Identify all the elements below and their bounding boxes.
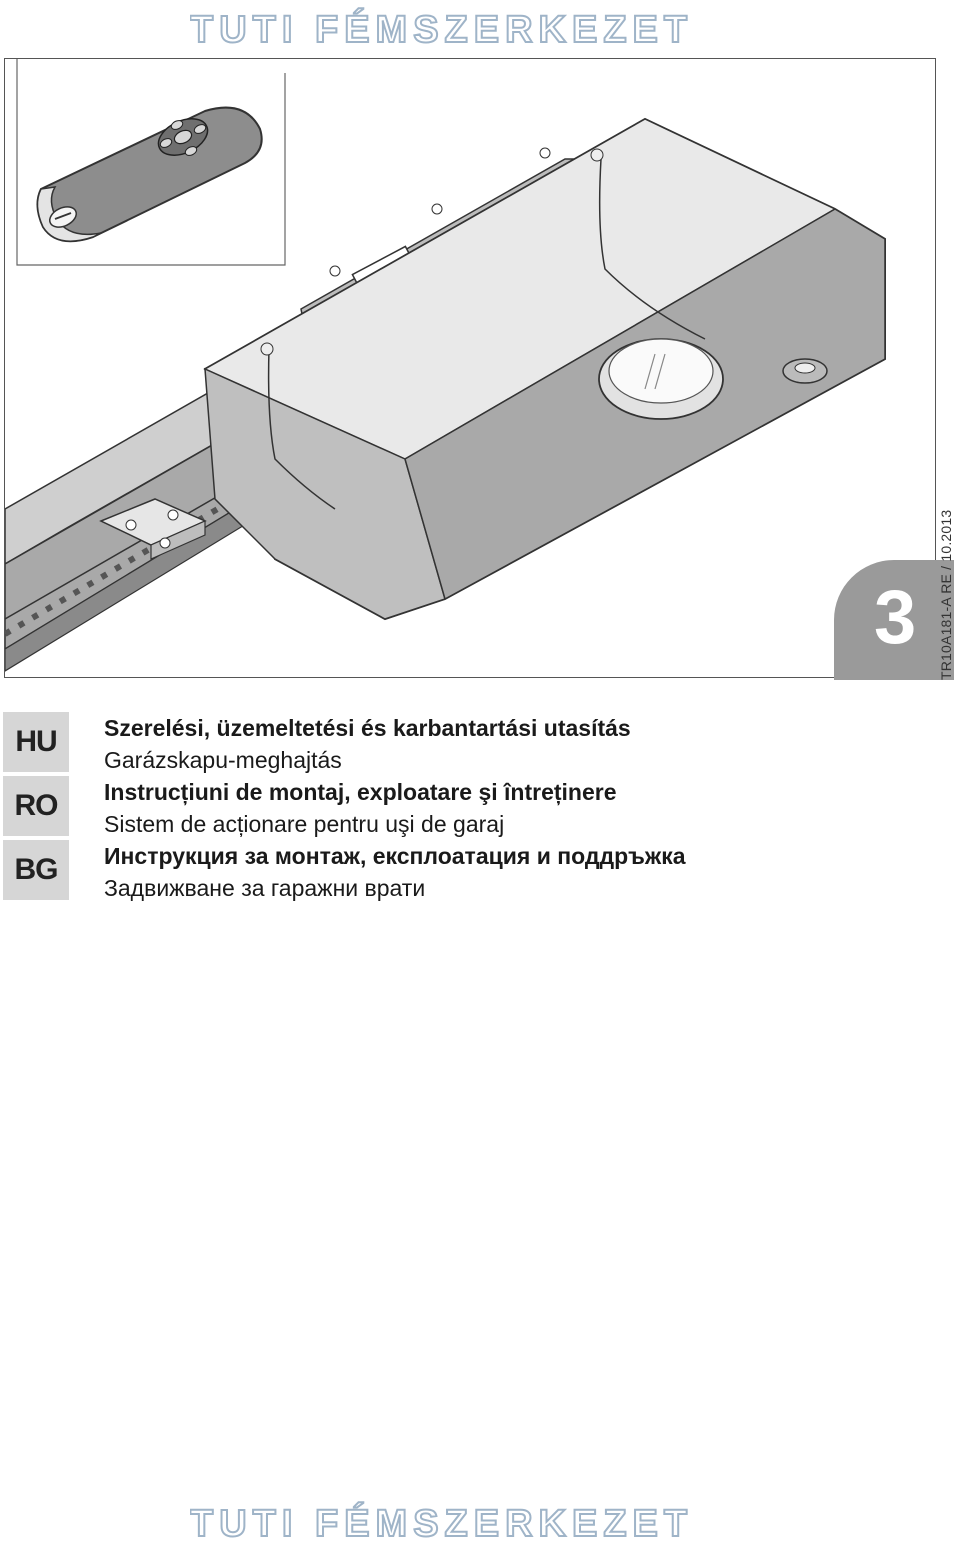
title-bg: Инструкция за монтаж, експлоатация и поддръжка: [104, 843, 686, 869]
document-code: [938, 509, 958, 850]
document-titles: [104, 712, 864, 904]
subtitle-bg: Задвижване за гаражни врати: [104, 875, 426, 901]
remote-control-icon: [37, 108, 261, 242]
subtitle-ro: Sistem de acționare pentru uşi de garaj: [104, 811, 505, 837]
watermark-text: TUTI FÉMSZERKEZET: [190, 9, 694, 50]
product-illustration: [4, 58, 936, 678]
watermark-bottom: [190, 1500, 750, 1544]
motor-housing-icon: [205, 119, 885, 619]
watermark-text: TUTI FÉMSZERKEZET: [190, 1503, 694, 1544]
subtitle-hu: Garázskapu-meghajtás: [104, 747, 342, 773]
watermark-top: [190, 6, 750, 50]
language-tab-bg: BG: [3, 840, 69, 900]
language-tabs: [3, 712, 69, 904]
title-ro: Instrucțiuni de montaj, exploatare şi întreținere: [104, 779, 617, 805]
language-tab-ro: RO: [3, 776, 69, 836]
page-number-badge: [834, 560, 954, 680]
document-code-text: TR10A181-A RE / 10.2013: [938, 509, 954, 680]
page-number: 3: [874, 575, 917, 660]
title-hu: Szerelési, üzemeltetési és karbantartási utasítás: [104, 715, 631, 741]
language-tab-hu: HU: [3, 712, 69, 772]
